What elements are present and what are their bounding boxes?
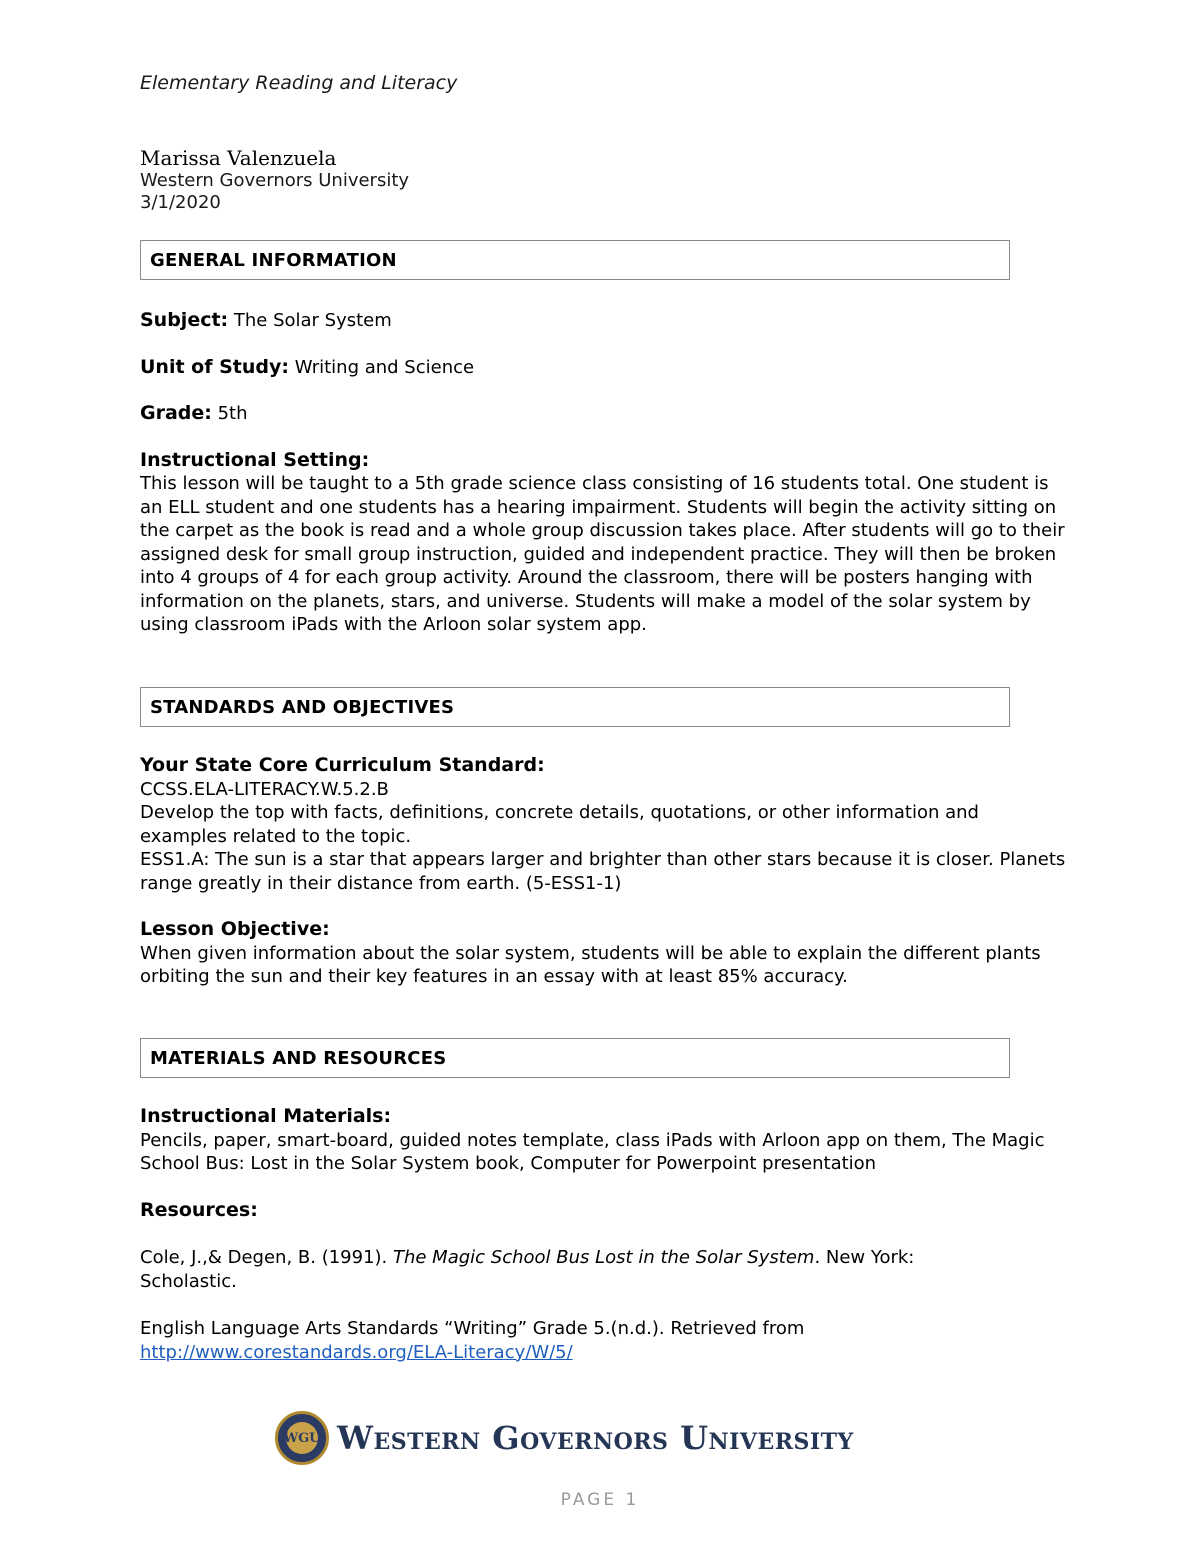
resources-label: Resources: bbox=[140, 1198, 258, 1221]
ref2-text: English Language Arts Standards “Writing” Grade 5.(n.d.). Retrieved from bbox=[140, 1318, 805, 1339]
grade-label: Grade: bbox=[140, 402, 212, 424]
subject-field bbox=[140, 309, 1070, 333]
materials-text: Pencils, paper, smart-board, guided notes template, class iPads with Arloon app on them, The Magic School Bus: Lost in the Solar System book, Computer for Powerpoint presentation bbox=[140, 1129, 1045, 1174]
ess-standard-text: ESS1.A: The sun is a star that appears larger and brighter than other stars because it is closer. Planets range greatly in their distance from earth. (5-ESS1-1) bbox=[140, 849, 1066, 894]
standard-text: Develop the top with facts, definitions, concrete details, quotations, or other information and examples related to the topic. bbox=[140, 802, 979, 847]
standard-code: CCSS.ELA-LITERACY.W.5.2.B bbox=[140, 778, 389, 800]
author-name: Marissa Valenzuela bbox=[140, 146, 337, 170]
wgu-seal-icon bbox=[275, 1411, 329, 1465]
author-block bbox=[140, 146, 409, 214]
materials-section bbox=[140, 1105, 1070, 1364]
corestandards-link[interactable]: http://www.corestandards.org/ELA-Literacy/W/5/ bbox=[140, 1341, 573, 1363]
reference-cole bbox=[140, 1246, 960, 1293]
ref1-authors: Cole, J.,& Degen, B. (1991). bbox=[140, 1247, 393, 1268]
author-institution: Western Governors University bbox=[140, 170, 410, 191]
general-information-section bbox=[140, 309, 1070, 637]
ref1-book-title: The Magic School Bus Lost in the Solar System bbox=[392, 1247, 815, 1268]
objective-text: When given information about the solar system, students will be able to explain the different plants orbiting the sun and their key features in an essay with at least 85% accuracy. bbox=[140, 942, 1041, 987]
section-heading-standards: STANDARDS AND OBJECTIVES bbox=[140, 687, 1010, 727]
subject-value: The Solar System bbox=[228, 310, 392, 331]
document-header-title: Elementary Reading and Literacy bbox=[140, 72, 458, 94]
wgu-logo bbox=[275, 1410, 854, 1466]
ref1-publisher: . New York: Scholastic. bbox=[140, 1247, 915, 1292]
grade-field bbox=[140, 402, 1070, 426]
standards-section bbox=[140, 754, 1070, 989]
page-number: PAGE 1 bbox=[560, 1490, 640, 1510]
wgu-seal-monogram: WGU bbox=[286, 1422, 318, 1454]
author-date: 3/1/2020 bbox=[140, 192, 221, 213]
unit-value: Writing and Science bbox=[288, 356, 475, 378]
materials-label: Instructional Materials: bbox=[140, 1105, 392, 1127]
objective-label: Lesson Objective: bbox=[140, 918, 330, 940]
section-heading-general: GENERAL INFORMATION bbox=[140, 240, 1010, 280]
reference-corestandards bbox=[140, 1317, 960, 1364]
standard-label: Your State Core Curriculum Standard: bbox=[140, 754, 545, 776]
setting-label: Instructional Setting: bbox=[140, 448, 370, 471]
subject-label: Subject: bbox=[140, 309, 229, 331]
setting-text: This lesson will be taught to a 5th grade science class consisting of 16 students total. One student is an ELL student and one students has a hearing impairment. Students will begin the activity sitting on the carpet as the book is read and a whole group discussion takes place. After students will go to their assigned desk for small group instruction, guided and independent practice. They will then be broken into 4 groups of 4 for each group activity. Around the classroom, there will be posters hanging with information on the planets, stars, and universe. Students will make a model of the solar system by using classroom iPads with the Arloon solar system app. bbox=[140, 473, 1065, 635]
section-heading-materials: MATERIALS AND RESOURCES bbox=[140, 1038, 1010, 1078]
unit-field bbox=[140, 356, 1070, 380]
grade-value: 5th bbox=[211, 403, 248, 424]
wgu-logo-wordmark: Western Governors University bbox=[337, 1419, 854, 1457]
unit-label: Unit of Study: bbox=[140, 355, 289, 378]
